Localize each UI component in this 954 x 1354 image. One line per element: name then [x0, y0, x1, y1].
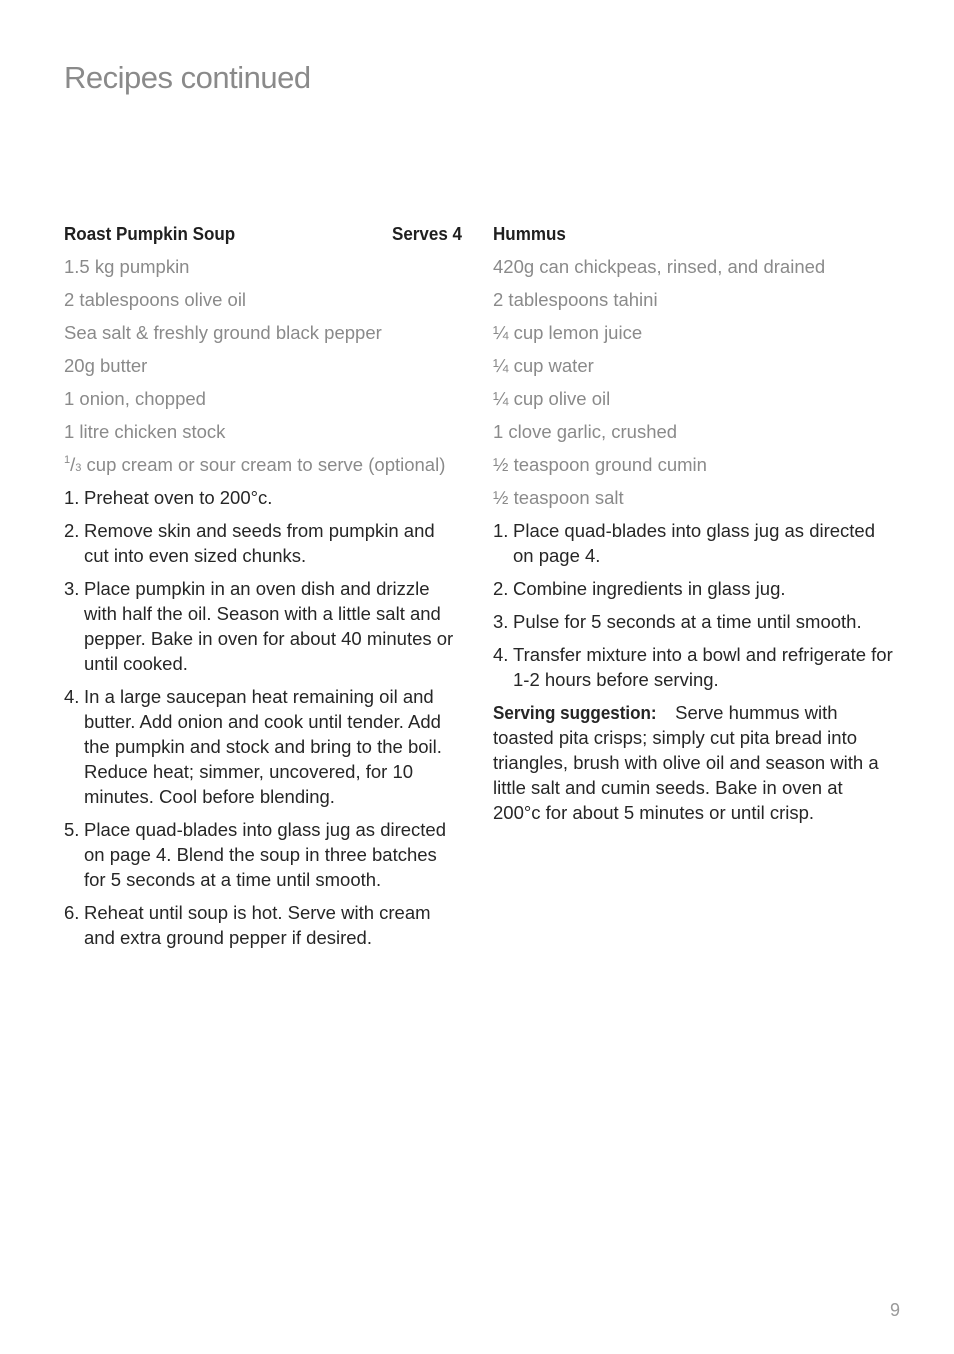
- recipe-header: [493, 221, 893, 246]
- ingredient-item: 1 litre chicken stock: [64, 421, 226, 442]
- step-item: [64, 576, 462, 676]
- step-text: Place quad-blades into glass jug as directed on page 4. Blend the soup in three batches for 5 seconds at a time until smooth.: [84, 819, 447, 890]
- step-text: Transfer mixture into a bowl and refrigerate for 1-2 hours before serving.: [513, 644, 893, 690]
- recipe-hummus: [493, 221, 893, 825]
- fraction-denominator: 3: [75, 462, 82, 474]
- ingredient-item: [64, 452, 462, 477]
- step-item: [493, 576, 893, 601]
- step-text: Place quad-blades into glass jug as directed on page 4.: [513, 520, 876, 566]
- ingredient-item: 1 onion, chopped: [64, 388, 206, 409]
- step-item: [64, 900, 462, 950]
- ingredient-item: 1 clove garlic, crushed: [493, 421, 678, 442]
- step-text: Pulse for 5 seconds at a time until smooth.: [513, 611, 862, 632]
- step-number: 4.: [64, 686, 80, 707]
- ingredient-text: cup cream or sour cream to serve (optional): [86, 454, 446, 475]
- step-number: 3.: [493, 611, 509, 632]
- ingredient-item: Sea salt & freshly ground black pepper: [64, 322, 382, 343]
- ingredient-item: 2 tablespoons olive oil: [64, 289, 247, 310]
- step-item: [64, 485, 462, 510]
- step-number: 5.: [64, 819, 80, 840]
- fraction-one-third: $^1$/3: [64, 454, 82, 475]
- serving-suggestion: [493, 700, 893, 825]
- recipe-header: [64, 221, 462, 246]
- ingredient-item: ½ teaspoon ground cumin: [493, 454, 707, 475]
- step-number: 1.: [493, 520, 509, 541]
- ingredient-item: ¼ cup olive oil: [493, 388, 611, 409]
- method-steps: [493, 518, 893, 692]
- recipe-title: Roast Pumpkin Soup: [64, 223, 236, 244]
- step-text: In a large saucepan heat remaining oil and butter. Add onion and cook until tender. Add the pumpkin and stock and bring to the boil. Reduce heat; simmer, uncovered, for 10 minutes. Cool before blending.: [84, 686, 442, 807]
- step-number: 2.: [64, 520, 80, 541]
- serving-suggestion-label: Serving suggestion:: [493, 702, 657, 723]
- step-number: 4.: [493, 644, 509, 665]
- step-item: [64, 518, 462, 568]
- ingredient-item: 1.5 kg pumpkin: [64, 256, 190, 277]
- fraction-numerator: 1: [64, 454, 71, 466]
- step-text: Remove skin and seeds from pumpkin and cut into even sized chunks.: [84, 520, 435, 566]
- ingredient-item: ¼ cup water: [493, 355, 594, 376]
- step-item: [493, 642, 893, 692]
- ingredient-item: ¼ cup lemon juice: [493, 322, 643, 343]
- page-title: Recipes continued: [64, 60, 311, 95]
- ingredient-item: 2 tablespoons tahini: [493, 289, 658, 310]
- recipe-roast-pumpkin-soup: [64, 221, 462, 958]
- ingredient-item: 420g can chickpeas, rinsed, and drained: [493, 256, 826, 277]
- ingredients-list: [64, 254, 462, 477]
- serves-count: Serves 4: [391, 223, 463, 244]
- step-item: [64, 684, 462, 809]
- step-item: [64, 817, 462, 892]
- step-text: Reheat until soup is hot. Serve with cream and extra ground pepper if desired.: [84, 902, 431, 948]
- step-text: Place pumpkin in an oven dish and drizzle with half the oil. Season with a little salt and pepper. Bake in oven for about 40 minutes or until cooked.: [84, 578, 454, 674]
- ingredient-item: 20g butter: [64, 355, 148, 376]
- method-steps: [64, 485, 462, 950]
- ingredients-list: [493, 254, 893, 510]
- step-number: 3.: [64, 578, 80, 599]
- step-text: Combine ingredients in glass jug.: [513, 578, 786, 599]
- serving-suggestion-text: Serve hummus with toasted pita crisps; simply cut pita bread into triangles, brush with olive oil and season with a little salt and cumin seeds. Bake in oven at 200°c for about 5 minutes or until crisp.: [493, 702, 879, 823]
- recipe-title: Hummus: [493, 223, 566, 244]
- ingredient-item: ½ teaspoon salt: [493, 487, 624, 508]
- step-number: 2.: [493, 578, 509, 599]
- step-text: Preheat oven to 200°c.: [84, 487, 273, 508]
- step-item: [493, 518, 893, 568]
- step-number: 6.: [64, 902, 80, 923]
- step-item: [493, 609, 893, 634]
- page-number: 9: [889, 1300, 900, 1320]
- step-number: 1.: [64, 487, 80, 508]
